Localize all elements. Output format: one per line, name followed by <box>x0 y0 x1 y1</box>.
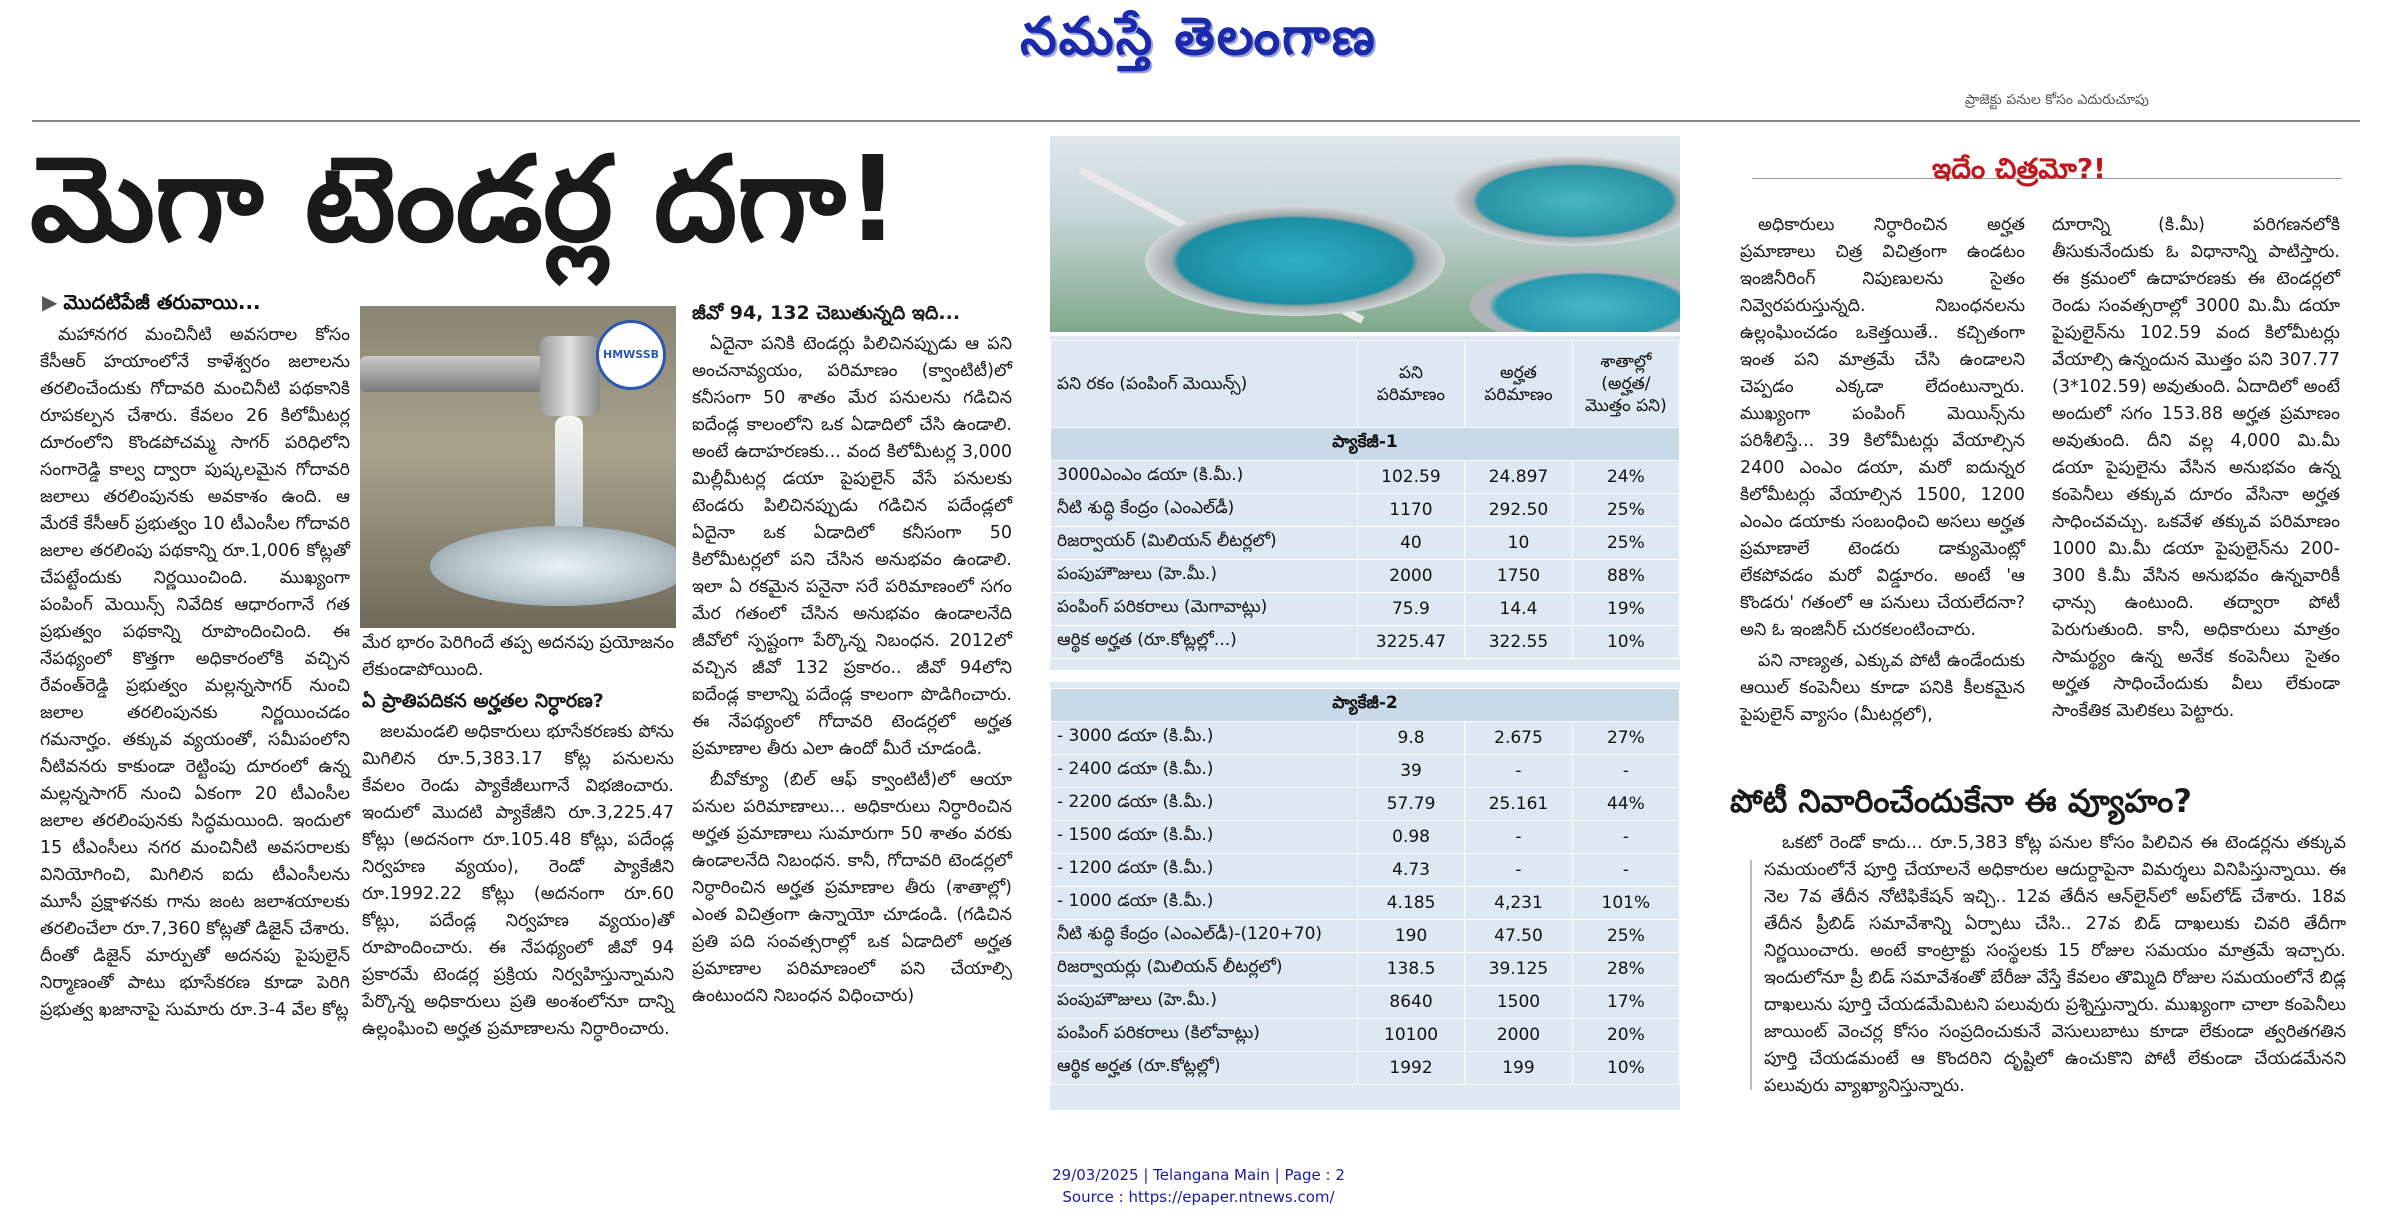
value-cell: 27% <box>1572 722 1679 755</box>
value-cell: - <box>1572 854 1679 887</box>
value-cell: 2.675 <box>1465 722 1572 755</box>
value-cell: - <box>1572 755 1679 788</box>
paragraph: జలమండలి అధికారులు భూసేకరణకు పోను మిగిలిన రూ.5,383.17 కోట్ల పనులను కేవలం రెండు ప్యాకేజీలుగానే విభజించారు. ఇందులో మొదటి ప్యాకేజీని రూ.3,225.47 కోట్లు (అదనంగా రూ.105.48 కోట్లు, పదేండ్ల నిర్వహణ వ్యయం), రెండో ప్యాకేజీని రూ.1992.22 కోట్లు (అదనంగా రూ.60 కోట్లు, పదేండ్ల నిర్వహణ వ్యయం)తో రూపొందించారు. ఈ నేపథ్యంలో జీవో 94 ప్రకారమే టెండర్ల ప్రక్రియ నిర్వహిస్తున్నామని పేర్కొన్న అధికారులు ప్రతి అంశంలోనూ దాన్ని ఉల్లంఘించి అర్హత ప్రమాణాలను నిర్ధారించారు. <box>362 722 674 1039</box>
table-row <box>1051 461 1680 494</box>
work-type-cell: - 3000 డయా (కి.మీ.) <box>1051 722 1358 755</box>
package-row <box>1051 689 1680 722</box>
table-row <box>1051 986 1680 1019</box>
value-cell: 25.161 <box>1465 788 1572 821</box>
hmwssb-logo: HMWSSB <box>596 320 666 390</box>
work-type-cell: - 1000 డయా (కి.మీ.) <box>1051 887 1358 920</box>
value-cell: 4.73 <box>1357 854 1464 887</box>
article-column-3 <box>692 300 1012 1014</box>
tap-photo <box>360 306 676 628</box>
side-column-c <box>1764 830 2346 1104</box>
paragraph: మహానగర మంచినీటి అవసరాల కోసం కేసీఆర్ హయాంలోనే కాళేశ్వరం జలాలను తరలించేందుకు గోదావరి మంచినీటి పథకానికి రూపకల్పన చేశారు. కేవలం 26 కిలోమీటర్ల దూరంలోని కొండపోచమ్మ సాగర్ పరిధిలోని సంగారెడ్డి కాల్వ ద్వారా పుష్కలమైన గోదావరి జలాలు తరలింపునకు అవకాశం ఉంది. ఆ మేరకే కేసీఆర్ ప్రభుత్వం 10 టీఎంసీల గోదావరి జలాల తరలింపు పథకాన్ని రూ.1,006 కోట్లతో చేపట్టేందుకు నిర్ణయించింది. ముఖ్యంగా పంపింగ్ మెయిన్స్ నివేదిక ఆధారంగానే గత ప్రభుత్వం పథకాన్ని రూపొందించింది. ఈ నేపథ్యంలో కొత్తగా అధికారంలోకి వచ్చిన రేవంత్‌రెడ్డి ప్రభుత్వం మల్లన్నసాగర్ నుంచి జలాల తరలింపునకు నిర్ణయించడం గమనార్హం. తక్కువ వ్యయంతో, సమీపంలోని నీటివనరు కాకుండా రెట్టింపు దూరంలో ఉన్న మల్లన్నసాగర్ నుంచి ఏకంగా 20 టీఎంసీల జలాల తరలింపునకు సిద్ధమయింది. ఇందులో 15 టీఎంసీలు నగర మంచినీటి అవసరాలకు వినియోగించి, మిగిలిన ఐదు టీఎంసీలను మూసీ ప్రక్షాళనకు గాను జంట జలాశయాలకు తరలించేలా రూ.7,360 కోట్లతో డిజైన్ చేశారు. దీంతో డిజైన్ మార్పుతో అదనపు పైపులైన్ నిర్మాణంతో పాటు భూసేకరణ కూడా పెరిగి ప్రభుత్వ ఖజానాపై సుమారు రూ.3-4 వేల కోట్ల <box>40 325 350 1020</box>
work-type-cell: పంపుహౌజులు (హె.మీ.) <box>1051 986 1358 1019</box>
column-header: శాతాల్లో (అర్హత/ మొత్తం పని) <box>1572 341 1679 428</box>
value-cell: 24.897 <box>1465 461 1573 494</box>
value-cell: 1500 <box>1465 986 1572 1019</box>
water-treatment-plant-photo <box>1050 136 1680 332</box>
continued-label <box>42 290 261 319</box>
value-cell: 292.50 <box>1465 494 1573 527</box>
work-type-cell: పంపింగ్ పరికరాలు (కిలోవాట్లు) <box>1051 1019 1358 1052</box>
table-row <box>1051 1019 1680 1052</box>
headline: మెగా టెండర్ల దగా! <box>30 130 900 268</box>
work-type-cell: రిజర్వాయర్లు (మిలియన్ లీటర్లలో) <box>1051 953 1358 986</box>
clarifier-tank <box>1145 206 1445 316</box>
continued-text: మొదటిపేజీ తరువాయి... <box>63 290 261 314</box>
paragraph: అధికారులు నిర్ధారించిన అర్హత ప్రమాణాలు చిత్ర విచిత్రంగా ఉండటం ఇంజినీరింగ్ నిపుణులను సైతం నివ్వెరపరుస్తున్నది. నిబంధనలను ఉల్లంఘించడం ఒకెత్తయితే.. కచ్చితంగా ఇంత పని మాత్రమే చేసి ఉండాలని చెప్పడం ఎక్కడా లేదంటున్నారు. ముఖ్యంగా పంపింగ్ మెయిన్స్‌ను పరిశీలిస్తే... 39 కిలోమీటర్లు వేయాల్సిన 2400 ఎంఎం డయా, మరో ఐదున్నర కిలోమీటర్లు వేయాల్సిన 1500, 1200 ఎంఎం డయాకు సంబంధించి అసలు అర్హత ప్రమాణాలే టెండరు డాక్యుమెంట్లో లేకపోవడం మరో విడ్డూరం. అంటే 'ఆ కొండరు' గతంలో ఆ పనులు చేయలేదనా? అని ఓ ఇంజినీర్ చురకలంటించారు. <box>1740 215 2025 640</box>
table-row <box>1051 722 1680 755</box>
value-cell: 322.55 <box>1465 626 1573 659</box>
value-cell: 39.125 <box>1465 953 1572 986</box>
value-cell: 40 <box>1357 527 1465 560</box>
work-type-cell: - 2400 డయా (కి.మీ.) <box>1051 755 1358 788</box>
value-cell: 39 <box>1357 755 1464 788</box>
paragraph: బీవోక్యూ (బిల్ ఆఫ్ క్వాంటిటీ)లో ఆయా పనుల పరిమాణాలు... అధికారులు నిర్ధారించిన అర్హత ప్రమాణాలు సుమారుగా 50 శాతం వరకు ఉండాలనేది నిబంధన. కానీ, గోదావరి టెండర్లలో నిర్ధారించిన అర్హత ప్రమాణాల తీరు (శాతాల్లో) ఎంత విచిత్రంగా ఉన్నాయో చూడండి. (గడిచిన ప్రతి పది సంవత్సరాల్లో ఒక ఏడాదిలో అర్హత ప్రమాణాల పరిమాణంలో పని చేయాల్సి ఉంటుందని నిబంధన విధించారు) <box>692 770 1012 1006</box>
package-row <box>1051 428 1680 461</box>
work-type-cell: నీటి శుద్ధి కేంద్రం (ఎంఎల్‌డీ)-(120+70) <box>1051 920 1358 953</box>
value-cell: 1750 <box>1465 560 1573 593</box>
section-heading: ఇదేం చిత్రమో?! <box>1932 152 2106 185</box>
value-cell: 4.185 <box>1357 887 1464 920</box>
work-type-cell: పంపింగ్ పరికరాలు (మెగావాట్లు) <box>1051 593 1358 626</box>
clipped-text: ప్రాజెక్టు పనుల కోసం ఎదురుచూపు <box>1965 92 2149 108</box>
work-type-cell: నీటి శుద్ధి కేంద్రం (ఎంఎల్‌డీ) <box>1051 494 1358 527</box>
column-header: పని రకం (పంపింగ్ మెయిన్స్) <box>1051 341 1358 428</box>
clarifier-tank <box>1470 266 1680 332</box>
footer-date: 29/03/2025 | Telangana Main | Page : 2 <box>1052 1166 1345 1184</box>
side-column-b <box>2052 212 2340 729</box>
value-cell: 24% <box>1572 461 1679 494</box>
side-column-a <box>1740 212 2025 733</box>
tap-icon <box>540 336 600 416</box>
table-row <box>1051 527 1680 560</box>
package-label: ప్యాకేజీ-2 <box>1051 689 1680 722</box>
table-row <box>1051 788 1680 821</box>
work-type-cell: - 2200 డయా (కి.మీ.) <box>1051 788 1358 821</box>
value-cell: 199 <box>1465 1052 1572 1085</box>
value-cell: 8640 <box>1357 986 1464 1019</box>
value-cell: 3225.47 <box>1357 626 1465 659</box>
masthead <box>0 0 2397 80</box>
work-type-cell: - 1500 డయా (కి.మీ.) <box>1051 821 1358 854</box>
table-gap <box>1050 670 1680 682</box>
value-cell: 14.4 <box>1465 593 1573 626</box>
value-cell: 25% <box>1572 494 1679 527</box>
value-cell: 20% <box>1572 1019 1679 1052</box>
masthead-title: నమస్తే తెలంగాణ <box>1020 6 1377 67</box>
value-cell: 2000 <box>1465 1019 1572 1052</box>
paragraph: ఒకటో రెండో కాదు... రూ.5,383 కోట్ల పనుల కోసం పిలిచిన ఈ టెండర్లను తక్కువ సమయంలోనే పూర్తి చేయాలనే అధికారుల ఆదుర్దాపైనా విమర్శలు వినిపిస్తున్నాయి. ఈ నెల 7వ తేదీన నోటిఫికేషన్ ఇచ్చి.. 12వ తేదీన ఆన్‌లైన్‌లో అప్‌లోడ్ చేశారు. 18వ తేదీన ప్రీబిడ్ సమావేశాన్ని ఏర్పాటు చేసి.. 27వ బిడ్ దాఖలుకు చివరి తేదీగా నిర్ణయించారు. అంటే కాంట్రాక్టు సంస్థలకు 15 రోజుల సమయం మాత్రమే ఇచ్చారు. ఇందులోనూ ప్రీ బిడ్ సమావేశంతో బేరీజు వేస్తే కేవలం తొమ్మిది రోజుల సమయంలోనే బిడ్ల దాఖలును పూర్తి చేయడమేమిటని పలువురు ప్రశ్నిస్తున్నారు. ముఖ్యంగా చాలా కంపెనీలు జాయింట్ వెంచర్ల కోసం సంప్రదించుకునే వెసులుబాటు కూడా లేకుండా త్వరితగతిన పూర్తి చేయడమంటే ఆ కొందరిని దృష్టిలో ఉంచుకొని పోటీ లేకుండా చేయడమేనని పలువురు వ్యాఖ్యానిస్తున్నారు. <box>1764 833 2346 1096</box>
eligibility-table-package-1 <box>1050 340 1680 659</box>
value-cell: - <box>1572 821 1679 854</box>
column-header: పని పరిమాణం <box>1357 341 1465 428</box>
table-header-row <box>1051 341 1680 428</box>
value-cell: 1992 <box>1357 1052 1464 1085</box>
value-cell: 75.9 <box>1357 593 1465 626</box>
clarifier-tank <box>1450 156 1680 246</box>
table-row <box>1051 821 1680 854</box>
eligibility-table-package-2 <box>1050 688 1680 1085</box>
table-row <box>1051 755 1680 788</box>
table-row <box>1051 593 1680 626</box>
subheading: ఏ ప్రాతిపదికన అర్హతల నిర్ధారణ? <box>362 690 604 712</box>
photo-caption-text: మేర భారం పెరిగిందే తప్ప అదనపు ప్రయోజనం లేకుండాపోయింది. <box>362 633 674 680</box>
subheading: జీవో 94, 132 చెబుతున్నది ఇది... <box>692 302 961 324</box>
footer-source: Source : https://epaper.ntnews.com/ <box>1062 1188 1335 1206</box>
table-row <box>1051 1052 1680 1085</box>
work-type-cell: పంపుహౌజులు (హె.మీ.) <box>1051 560 1358 593</box>
table-row <box>1051 953 1680 986</box>
side-rule <box>1750 860 1752 1090</box>
work-type-cell: 3000ఎంఎం డయా (కి.మీ.) <box>1051 461 1358 494</box>
table-row <box>1051 854 1680 887</box>
value-cell: - <box>1465 821 1572 854</box>
paragraph: దూరాన్ని (కి.మీ) పరిగణనలోకి తీసుకునేందుకు ఓ విధానాన్ని పాటిస్తారు. ఈ క్రమంలో ఉదాహరణకు ఈ టెండర్లలో రెండు సంవత్సరాల్లో 3000 మి.మీ డయా పైపులైన్‌ను 102.59 వంద కిలోమీటర్లు వేయాల్సి ఉన్నందున మొత్తం పని 307.77 (3*102.59) అవుతుంది. ఏదాదిలో అంటే అందులో సగం 153.88 అర్హత ప్రమాణం అవుతుంది. దీని వల్ల 4,000 మి.మీ డయా పైపులైను వేసిన అనుభవం ఉన్న కంపెనీలు తక్కువ దూరం వేసినా అర్హత సాధించవచ్చు. ఒకవేళ తక్కువ పరిమాణం 1000 మి.మీ డయా పైపులైన్‌ను 200-300 కి.మీ వేసిన అనుభవం ఉన్నవారికీ ఛాన్సు ఉంటుంది. తద్వారా పోటీ పెరుగుతుంది. కానీ, అధికారులు మాత్రం సామర్థ్యం ఉన్న అనేక కంపెనీలు సైతం అర్హత సాధించేందుకు వీలు లేకుండా సాంకేతిక మెలికలు పెట్టారు. <box>2052 215 2340 721</box>
table-row <box>1051 560 1680 593</box>
package-label: ప్యాకేజీ-1 <box>1051 428 1680 461</box>
value-cell: 28% <box>1572 953 1679 986</box>
value-cell: 10100 <box>1357 1019 1464 1052</box>
table-row <box>1051 920 1680 953</box>
article-column-2 <box>362 630 674 1047</box>
value-cell: 25% <box>1572 920 1679 953</box>
value-cell: 0.98 <box>1357 821 1464 854</box>
arrow-icon: ▶ <box>42 290 58 314</box>
value-cell: 17% <box>1572 986 1679 1019</box>
value-cell: - <box>1465 755 1572 788</box>
value-cell: 10% <box>1572 626 1679 659</box>
value-cell: 19% <box>1572 593 1679 626</box>
value-cell: 4,231 <box>1465 887 1572 920</box>
work-type-cell: - 1200 డయా (కి.మీ.) <box>1051 854 1358 887</box>
value-cell: 88% <box>1572 560 1679 593</box>
bowl <box>430 526 676 606</box>
value-cell: 44% <box>1572 788 1679 821</box>
work-type-cell: రిజర్వాయర్ (మిలియన్ లీటర్లలో) <box>1051 527 1358 560</box>
value-cell: 101% <box>1572 887 1679 920</box>
table-row <box>1051 626 1680 659</box>
article-column-1 <box>40 322 350 1028</box>
work-type-cell: ఆర్థిక అర్హత (రూ.కోట్లల్లో...) <box>1051 626 1358 659</box>
table-row <box>1051 887 1680 920</box>
value-cell: 138.5 <box>1357 953 1464 986</box>
paragraph: ఏదైనా పనికి టెండర్లు పిలిచినప్పుడు ఆ పని అంచనావ్యయం, పరిమాణం (క్వాంటిటీ)లో కనీసంగా 50 శాతం మేర పనులను గడిచిన ఐదేండ్ల కాలంలోని ఒక ఏడాదిలో చేసి ఉండాలి. అంటే ఉదాహరణకు... వంద కిలోమీటర్ల 3,000 మిల్లీమీటర్ల డయా పైపులైన్ వేసే పనులకు టెండరు పిలిచినప్పుడు గడిచిన పదేండ్లలో ఏదైనా ఒక ఏడాదిలో కనీసంగా 50 కిలోమీటర్లలో పని చేసిన అనుభవం ఉండాలి. ఇలా ఏ రకమైన పనైనా సరే పరిమాణంలో సగం మేర గతంలో చేసిన అనుభవం ఉండాలనేది జీవోలో స్పష్టంగా పేర్కొన్న నిబంధన. 2012లో వచ్చిన జీవో 132 ప్రకారం.. జీవో 94లోని ఐదేండ్ల కాలాన్ని పదేండ్ల కాలంగా పొడిగించారు. ఈ నేపథ్యంలో గోదావరి టెండర్లలో అర్హత ప్రమాణాల తీరు ఎలా ఉందో మీరే చూడండి. <box>692 334 1012 759</box>
value-cell: 10% <box>1572 1052 1679 1085</box>
value-cell: - <box>1465 854 1572 887</box>
value-cell: 2000 <box>1357 560 1465 593</box>
subheading: పోటీ నివారించేందుకేనా ఈ వ్యూహం? <box>1730 782 2192 820</box>
value-cell: 190 <box>1357 920 1464 953</box>
table-row <box>1051 494 1680 527</box>
top-divider <box>32 120 2360 122</box>
value-cell: 10 <box>1465 527 1573 560</box>
value-cell: 47.50 <box>1465 920 1572 953</box>
value-cell: 57.79 <box>1357 788 1464 821</box>
work-type-cell: ఆర్థిక అర్హత (రూ.కోట్లల్లో) <box>1051 1052 1358 1085</box>
value-cell: 25% <box>1572 527 1679 560</box>
column-header: అర్హత పరిమాణం <box>1465 341 1573 428</box>
value-cell: 1170 <box>1357 494 1465 527</box>
value-cell: 9.8 <box>1357 722 1464 755</box>
footer <box>0 1164 2397 1208</box>
paragraph: పని నాణ్యత, ఎక్కువ పోటీ ఉండేందుకు ఆయిల్ కంపెనీలు కూడా పనికి కీలకమైన పైపులైన్ వ్యాసం (మీటర్లలో), <box>1740 651 2025 725</box>
value-cell: 102.59 <box>1357 461 1465 494</box>
